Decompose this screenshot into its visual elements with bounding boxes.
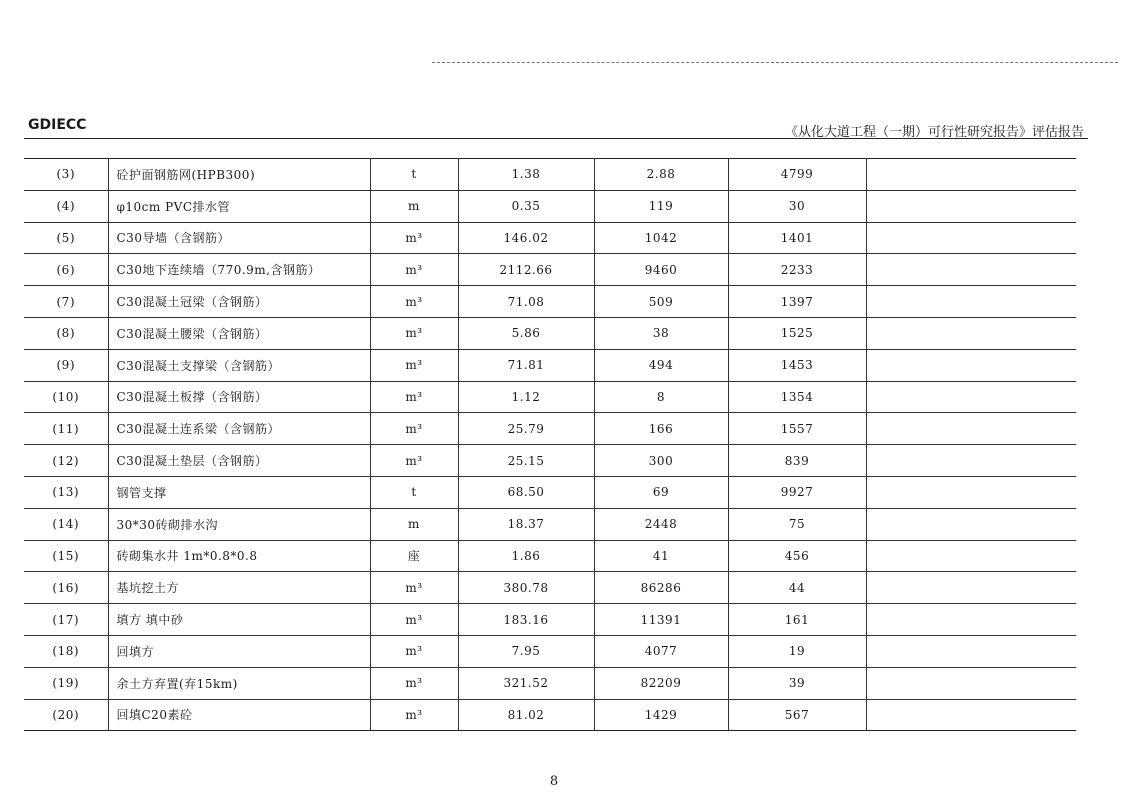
row-number: (3) bbox=[24, 159, 108, 191]
table-row bbox=[24, 508, 1076, 540]
item-unit: m³ bbox=[370, 667, 458, 699]
item-unit: m³ bbox=[370, 286, 458, 318]
item-name: 砼护面钢筋网(HPB300) bbox=[108, 159, 370, 191]
item-total: 1525 bbox=[728, 317, 866, 349]
item-total: 1453 bbox=[728, 349, 866, 381]
top-dashed-rule bbox=[432, 62, 1118, 63]
item-total: 1557 bbox=[728, 413, 866, 445]
item-name: C30混凝土连系梁（含钢筋） bbox=[108, 413, 370, 445]
row-number: (16) bbox=[24, 572, 108, 604]
item-quantity: 7.95 bbox=[458, 635, 594, 667]
item-name: 砖砌集水井 1m*0.8*0.8 bbox=[108, 540, 370, 572]
item-unit: m³ bbox=[370, 445, 458, 477]
item-note bbox=[866, 508, 1076, 540]
item-total: 1401 bbox=[728, 222, 866, 254]
item-total: 1354 bbox=[728, 381, 866, 413]
item-price: 9460 bbox=[594, 254, 728, 286]
item-quantity: 81.02 bbox=[458, 699, 594, 731]
report-title: 《从化大道工程（一期）可行性研究报告》评估报告 bbox=[784, 125, 1084, 140]
table-row bbox=[24, 413, 1076, 445]
table-row bbox=[24, 699, 1076, 731]
table-row bbox=[24, 667, 1076, 699]
item-total: 30 bbox=[728, 190, 866, 222]
item-quantity: 25.79 bbox=[458, 413, 594, 445]
item-note bbox=[866, 222, 1076, 254]
item-total: 4799 bbox=[728, 159, 866, 191]
item-price: 166 bbox=[594, 413, 728, 445]
item-price: 11391 bbox=[594, 604, 728, 636]
cost-estimate-table bbox=[24, 158, 1076, 731]
item-unit: m³ bbox=[370, 317, 458, 349]
item-name: 余土方弃置(弃15km) bbox=[108, 667, 370, 699]
item-note bbox=[866, 381, 1076, 413]
item-note bbox=[866, 190, 1076, 222]
row-number: (11) bbox=[24, 413, 108, 445]
item-name: 回填C20素砼 bbox=[108, 699, 370, 731]
item-unit: m bbox=[370, 508, 458, 540]
row-number: (19) bbox=[24, 667, 108, 699]
item-unit: m³ bbox=[370, 604, 458, 636]
row-number: (5) bbox=[24, 222, 108, 254]
item-unit: m³ bbox=[370, 222, 458, 254]
item-price: 4077 bbox=[594, 635, 728, 667]
item-quantity: 18.37 bbox=[458, 508, 594, 540]
item-unit: 座 bbox=[370, 540, 458, 572]
item-name: 回填方 bbox=[108, 635, 370, 667]
item-price: 509 bbox=[594, 286, 728, 318]
item-price: 2448 bbox=[594, 508, 728, 540]
row-number: (17) bbox=[24, 604, 108, 636]
item-total: 9927 bbox=[728, 476, 866, 508]
table-row bbox=[24, 445, 1076, 477]
table-row bbox=[24, 572, 1076, 604]
row-number: (6) bbox=[24, 254, 108, 286]
row-number: (14) bbox=[24, 508, 108, 540]
table-row bbox=[24, 222, 1076, 254]
table-row bbox=[24, 540, 1076, 572]
table-row bbox=[24, 317, 1076, 349]
item-total: 2233 bbox=[728, 254, 866, 286]
item-total: 44 bbox=[728, 572, 866, 604]
item-quantity: 25.15 bbox=[458, 445, 594, 477]
item-total: 839 bbox=[728, 445, 866, 477]
item-quantity: 1.86 bbox=[458, 540, 594, 572]
item-price: 38 bbox=[594, 317, 728, 349]
item-name: C30混凝土垫层（含钢筋） bbox=[108, 445, 370, 477]
item-name: φ10cm PVC排水管 bbox=[108, 190, 370, 222]
item-unit: m³ bbox=[370, 381, 458, 413]
item-quantity: 1.38 bbox=[458, 159, 594, 191]
item-unit: m³ bbox=[370, 254, 458, 286]
item-note bbox=[866, 413, 1076, 445]
item-note bbox=[866, 317, 1076, 349]
item-quantity: 2112.66 bbox=[458, 254, 594, 286]
row-number: (18) bbox=[24, 635, 108, 667]
item-quantity: 5.86 bbox=[458, 317, 594, 349]
org-abbreviation: GDIECC bbox=[28, 117, 87, 133]
item-total: 161 bbox=[728, 604, 866, 636]
item-quantity: 71.08 bbox=[458, 286, 594, 318]
item-quantity: 1.12 bbox=[458, 381, 594, 413]
item-note bbox=[866, 254, 1076, 286]
item-name: C30混凝土冠梁（含钢筋） bbox=[108, 286, 370, 318]
item-name: C30地下连续墙（770.9m,含钢筋） bbox=[108, 254, 370, 286]
item-price: 1042 bbox=[594, 222, 728, 254]
item-name: 30*30砖砌排水沟 bbox=[108, 508, 370, 540]
item-quantity: 380.78 bbox=[458, 572, 594, 604]
item-name: 填方 填中砂 bbox=[108, 604, 370, 636]
row-number: (8) bbox=[24, 317, 108, 349]
row-number: (15) bbox=[24, 540, 108, 572]
table-row bbox=[24, 254, 1076, 286]
item-name: C30混凝土支撑梁（含钢筋） bbox=[108, 349, 370, 381]
item-unit: m³ bbox=[370, 413, 458, 445]
item-price: 86286 bbox=[594, 572, 728, 604]
item-total: 1397 bbox=[728, 286, 866, 318]
item-total: 19 bbox=[728, 635, 866, 667]
row-number: (12) bbox=[24, 445, 108, 477]
item-quantity: 68.50 bbox=[458, 476, 594, 508]
row-number: (10) bbox=[24, 381, 108, 413]
item-price: 8 bbox=[594, 381, 728, 413]
table-row bbox=[24, 635, 1076, 667]
item-note bbox=[866, 699, 1076, 731]
item-note bbox=[866, 635, 1076, 667]
item-unit: m bbox=[370, 190, 458, 222]
item-unit: m³ bbox=[370, 635, 458, 667]
item-price: 69 bbox=[594, 476, 728, 508]
table-row bbox=[24, 349, 1076, 381]
item-name: C30混凝土腰梁（含钢筋） bbox=[108, 317, 370, 349]
item-name: 基坑挖土方 bbox=[108, 572, 370, 604]
table-row bbox=[24, 190, 1076, 222]
item-unit: m³ bbox=[370, 699, 458, 731]
item-name: C30导墙（含钢筋） bbox=[108, 222, 370, 254]
item-quantity: 321.52 bbox=[458, 667, 594, 699]
item-name: C30混凝土板撑（含钢筋） bbox=[108, 381, 370, 413]
item-quantity: 0.35 bbox=[458, 190, 594, 222]
item-unit: m³ bbox=[370, 572, 458, 604]
item-price: 494 bbox=[594, 349, 728, 381]
table-row bbox=[24, 286, 1076, 318]
item-total: 456 bbox=[728, 540, 866, 572]
item-note bbox=[866, 667, 1076, 699]
item-price: 2.88 bbox=[594, 159, 728, 191]
row-number: (4) bbox=[24, 190, 108, 222]
item-price: 300 bbox=[594, 445, 728, 477]
item-total: 567 bbox=[728, 699, 866, 731]
item-name: 钢管支撑 bbox=[108, 476, 370, 508]
item-note bbox=[866, 445, 1076, 477]
item-note bbox=[866, 286, 1076, 318]
table-body bbox=[24, 159, 1076, 731]
item-unit: t bbox=[370, 476, 458, 508]
table-row bbox=[24, 159, 1076, 191]
table-row bbox=[24, 604, 1076, 636]
item-unit: t bbox=[370, 159, 458, 191]
item-note bbox=[866, 604, 1076, 636]
item-quantity: 71.81 bbox=[458, 349, 594, 381]
item-note bbox=[866, 476, 1076, 508]
page-number: 8 bbox=[549, 774, 559, 789]
item-note bbox=[866, 349, 1076, 381]
row-number: (13) bbox=[24, 476, 108, 508]
item-price: 119 bbox=[594, 190, 728, 222]
item-note bbox=[866, 572, 1076, 604]
row-number: (20) bbox=[24, 699, 108, 731]
item-quantity: 146.02 bbox=[458, 222, 594, 254]
item-price: 82209 bbox=[594, 667, 728, 699]
item-total: 75 bbox=[728, 508, 866, 540]
item-total: 39 bbox=[728, 667, 866, 699]
table-row bbox=[24, 381, 1076, 413]
item-price: 1429 bbox=[594, 699, 728, 731]
item-price: 41 bbox=[594, 540, 728, 572]
item-quantity: 183.16 bbox=[458, 604, 594, 636]
row-number: (7) bbox=[24, 286, 108, 318]
item-note bbox=[866, 540, 1076, 572]
header-rule bbox=[24, 138, 1088, 139]
row-number: (9) bbox=[24, 349, 108, 381]
item-unit: m³ bbox=[370, 349, 458, 381]
item-note bbox=[866, 159, 1076, 191]
table-row bbox=[24, 476, 1076, 508]
